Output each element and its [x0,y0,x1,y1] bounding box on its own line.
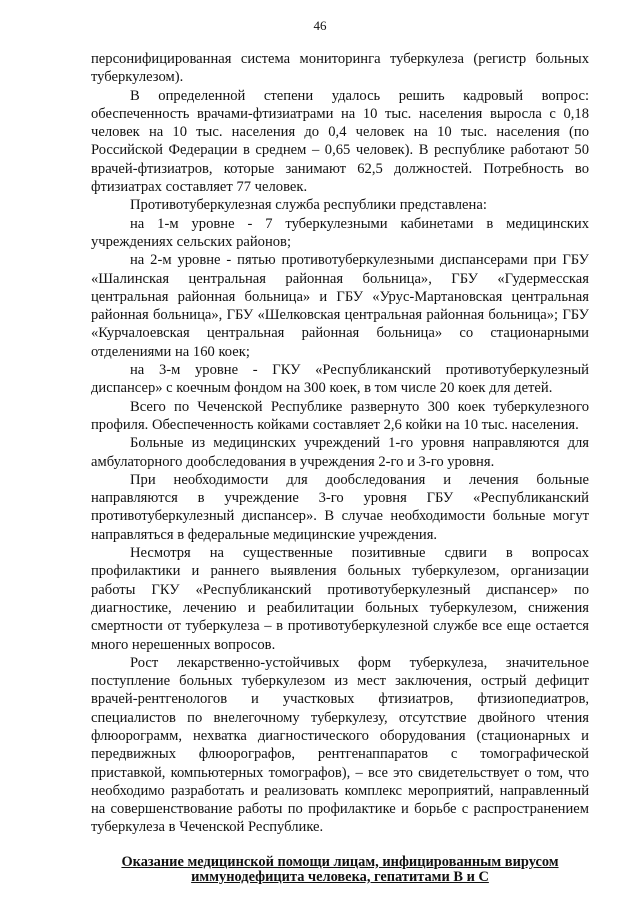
paragraph-level-2: на 2-м уровне - пятью противотуберкулезными диспансерами при ГБУ «Шалинская центральная районная больница», ГБУ «Гудермесская центральная районная больница» и ГБУ «Урус-Мартановская центральная районная больница», ГБУ «Шелковская центральная районная больница»; ГБУ «Курчалоевская центральная районная больница» со стационарными отделениями на 160 коек; [91,252,589,360]
paragraph-problems: Рост лекарственно-устойчивых форм туберкулеза, значительное поступление больных туберкулезом из мест заключения, острый дефицит врачей-рентгенологов и участковых фтизиатров, фтизиопедиатров, специалистов по внелегочному туберкулезу, отсутствие двойного чтения флюорограмм, нехватка диагностического оборудования (стационарных и передвижных флюорографов, рентгенаппаратов с томографической приставкой, компьютерных томографов), – все это свидетельствует о том, что необходимо разработать и реализовать комплекс мероприятий, направленный на совершенствование работы по профилактике и борьбе с распространением туберкулеза в Чеченской Республике. [91,654,589,836]
page-number: 46 [313,18,327,33]
section-heading-line-2: иммунодефицита человека, гепатитами В и С [191,868,489,885]
section-heading-line-1: Оказание медицинской помощи лицам, инфицированным вирусом [121,853,559,870]
paragraph-level-3: на 3-м уровне - ГКУ «Республиканский противотуберкулезный диспансер» с коечным фондом на 300 коек, в том числе 20 коек для детей. [91,362,589,397]
paragraph-referral: Больные из медицинских учреждений 1-го уровня направляются для амбулаторного дообследования в учреждения 2-го и 3-го уровня. [91,435,589,470]
paragraph-level-1: на 1-м уровне - 7 туберкулезными кабинетами в медицинских учреждениях сельских районов; [91,215,589,250]
paragraph-further-referral: При необходимости для дообследования и лечения больные направляются в учреждение 3-го уровня ГБУ «Республиканский противотуберкулезный диспансер». В случае необходимости больные могут направляться в федеральные медицинские учреждения. [91,471,589,543]
paragraph-continuation: персонифицированная система мониторинга туберкулеза (регистр больных туберкулезом). [91,51,589,86]
document-body [91,50,589,885]
paragraph-bed-capacity: Всего по Чеченской Республике развернуто 300 коек туберкулезного профиля. Обеспеченность койками составляет 2,6 койки на 10 тыс. населения. [91,398,589,433]
paragraph-staffing: В определенной степени удалось решить кадровый вопрос: обеспеченность врачами-фтизиатрами на 10 тыс. населения выросла с 0,18 человек на 10 тыс. населения до 0,4 человек на 10 тыс. населения (по Российской Федерации в среднем – 0,65 человек). В республике работают 50 врачей-фтизиатров, которые занимают 62,5 должностей. Потребность во фтизиатрах составляет 77 человек. [91,87,589,196]
paragraph-unresolved-issues: Несмотря на существенные позитивные сдвиги в вопросах профилактики и раннего выявления больных туберкулезом, организации работы ГКУ «Республиканский противотуберкулезный диспансер» по диагностике, лечению и реабилитации больных туберкулезом, снижения смертности от туберкулеза – в противотуберкулезной службе все еще остается много нерешенных вопросов. [91,545,589,653]
paragraph-service-intro: Противотуберкулезная служба республики представлена: [130,197,487,214]
section-heading [91,855,589,885]
